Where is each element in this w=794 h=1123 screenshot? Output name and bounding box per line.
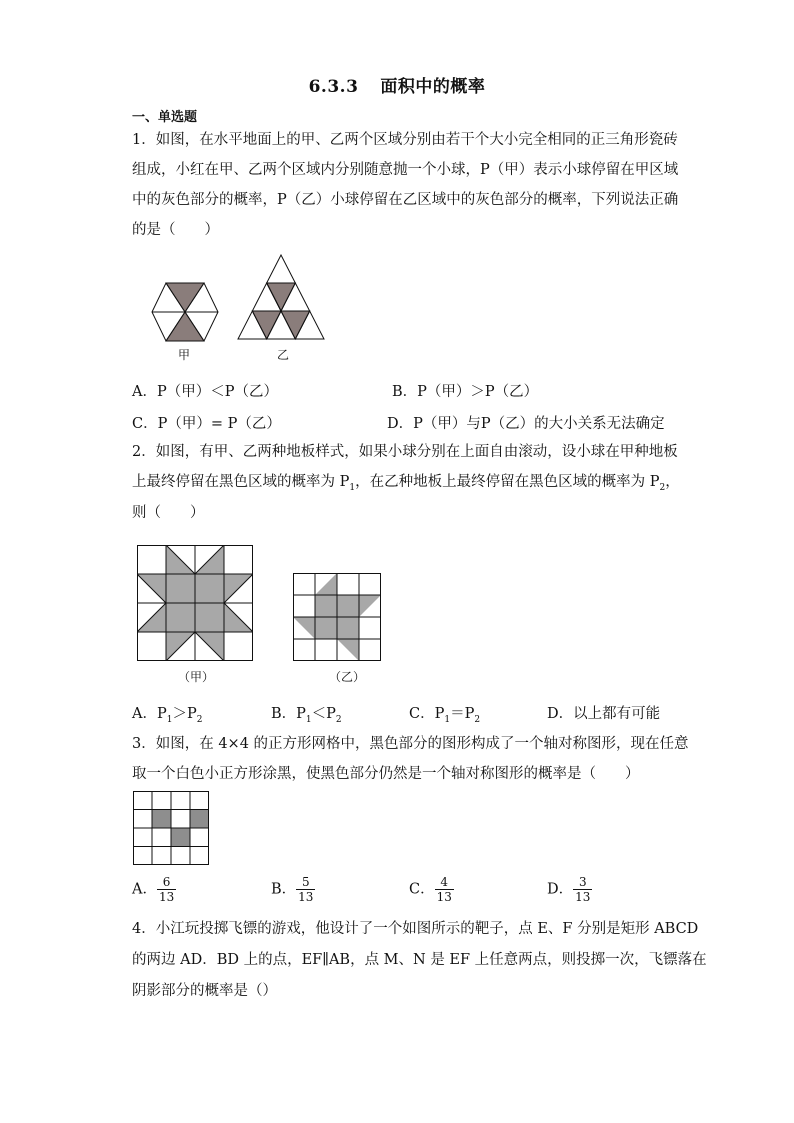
q1-label-yi: 乙 — [277, 348, 290, 362]
q1-label-jia: 甲 — [178, 348, 191, 362]
q3-option-c[interactable]: C． $\frac{4}{13}$ — [409, 875, 452, 904]
q3-option-a[interactable]: A． $\frac{6}{13}$ — [132, 875, 175, 904]
q3-gray-cell-2 — [190, 810, 209, 829]
q1-figure-hexagon — [150, 278, 220, 348]
tri-gray-right — [281, 311, 310, 339]
q3-line-1: 3．如图，在 4×4 的正方形网格中，黑色部分的图形构成了一个轴对称图形，现在任意 — [132, 736, 689, 752]
q2-option-b[interactable]: B．$P_1<P_2$ — [271, 706, 342, 725]
q3-gray-cell-3 — [171, 828, 190, 847]
fraction: $\frac{4}{13}$ — [436, 875, 452, 904]
q2-label-yi: （乙） — [329, 670, 366, 684]
q1-line-3: 中的灰色部分的概率，P（乙）小球停留在乙区域中的灰色部分的概率，下列说法正确 — [132, 192, 679, 208]
q4-line-3: 阴影部分的概率是（） — [132, 983, 277, 999]
q2-line-2: 上最终停留在黑色区域的概率为 $P_1$，在乙种地板上最终停留在黑色区域的概率为 $P_2$， — [132, 474, 680, 493]
q3-line-2: 取一个白色小正方形涂黑，使黑色部分仍然是一个轴对称图形的概率是（ ） — [132, 766, 640, 782]
tri-gray-left — [252, 311, 281, 339]
q3-option-d[interactable]: D． $\frac{3}{13}$ — [547, 875, 591, 904]
section-number: 6.3.3 — [308, 77, 359, 97]
fraction: $\frac{6}{13}$ — [158, 875, 175, 904]
q2-figure-jia — [137, 545, 253, 661]
title-text: 面积中的概率 — [380, 77, 486, 97]
q1-figure-triangle — [236, 253, 326, 343]
q2-label-jia: （甲） — [178, 670, 215, 684]
q1-option-c[interactable]: C．P（甲）= P（乙） — [132, 416, 281, 432]
q3-figure-grid — [133, 791, 209, 865]
q2-line-1: 2．如图，有甲、乙两种地板样式，如果小球分别在上面自由滚动，设小球在甲种地板 — [132, 444, 678, 460]
fraction: $\frac{3}{13}$ — [575, 875, 591, 904]
q2-option-c[interactable]: C．$P_1=P_2$ — [409, 706, 481, 725]
q2-line-3: 则（ ） — [132, 505, 205, 521]
tri-gray-top — [267, 283, 296, 311]
hex-gray-bottom — [166, 312, 204, 341]
q4-line-1: 4．小江玩投掷飞镖的游戏，他设计了一个如图所示的靶子，点 E、F 分别是矩形 ABCD — [132, 921, 699, 937]
q3-option-b[interactable]: B． $\frac{5}{13}$ — [271, 875, 314, 904]
q4-line-2: 的两边 AD．BD 上的点，EF∥AB，点 M、N 是 EF 上任意两点，则投掷一次，飞镖落在 — [132, 952, 707, 968]
q2-figure-yi — [293, 573, 381, 661]
q1-option-d[interactable]: D．P（甲）与P（乙）的大小关系无法确定 — [387, 416, 665, 432]
q2-option-d[interactable]: D．以上都有可能 — [547, 706, 661, 722]
fraction: $\frac{5}{13}$ — [298, 875, 314, 904]
q1-line-2: 组成，小红在甲、乙两个区域内分别随意抛一个小球，P（甲）表示小球停留在甲区域 — [132, 162, 679, 178]
q1-option-b[interactable]: B．P（甲）＞P（乙） — [392, 384, 539, 400]
q1-line-1: 1．如图，在水平地面上的甲、乙两个区域分别由若干个大小完全相同的正三角形瓷砖 — [132, 132, 678, 148]
q2-option-a[interactable]: A．$P_1>P_2$ — [132, 706, 203, 725]
section-heading: 一、单选题 — [132, 110, 198, 125]
q3-gray-cell-1 — [152, 810, 171, 829]
q1-option-a[interactable]: A．P（甲）＜P（乙） — [132, 384, 278, 400]
hex-gray-top — [166, 283, 204, 312]
page-title — [0, 72, 794, 97]
q1-line-4: 的是（ ） — [132, 222, 219, 238]
